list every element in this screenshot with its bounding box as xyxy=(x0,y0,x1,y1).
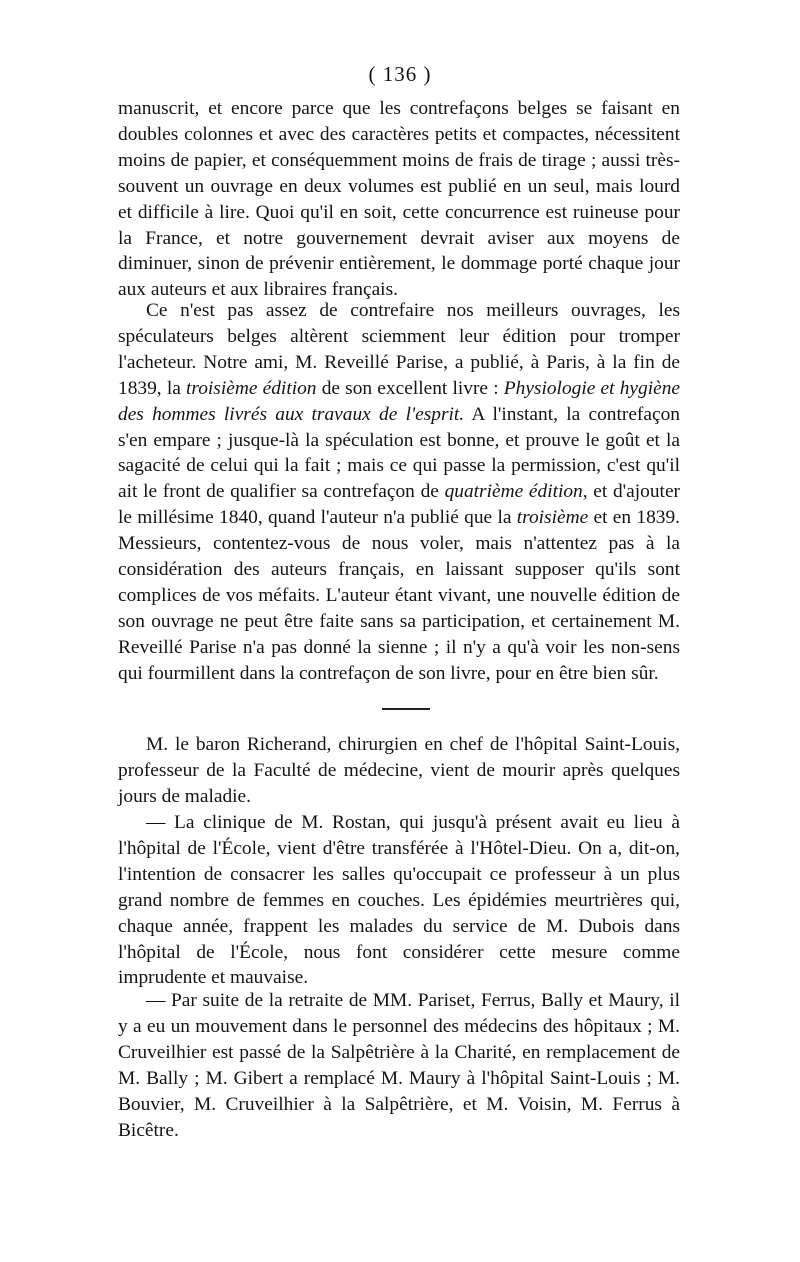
section-separator xyxy=(382,708,430,710)
italic-edition: troisième xyxy=(516,507,589,529)
paragraph-mouvement-personnel xyxy=(118,988,680,1143)
paragraph-text: manuscrit, et encore parce que les contrefaçons belges se faisant en doubles colonnes et avec des caractères petits et compactes, nécessitent moins de papier, et conséquemment moins de frais de tirage ; aussi très-souvent un ouvrage en deux volumes est publié en un seul, mais lourd et difficile à lire. Quoi qu'il en soit, cette concurrence est ruineuse pour la France, et notre gouvernement devrait aviser aux moyens de diminuer, sinon de prévenir entièrement, le dommage porté chaque jour aux auteurs et aux libraires français. xyxy=(118,98,680,301)
paragraph-contrefacons xyxy=(118,96,680,303)
page-number: ( 136 ) xyxy=(368,62,432,86)
paragraph-text: — La clinique de M. Rostan, qui jusqu'à présent avait eu lieu à l'hôpital de l'École, vient d'être transférée à l'Hôtel-Dieu. On a, dit-on, l'intention de consacrer les salles qu'occupait ce professeur à un plus grand nombre de femmes en couches. Les épidémies meurtrières qui, chaque année, frappent les malades du service de M. Dubois dans l'hôpital de l'École, nous font considérer cette mesure comme imprudente et mauvaise. xyxy=(118,812,680,989)
paragraph-clinique-rostan xyxy=(118,810,680,991)
paragraph-richerand xyxy=(118,732,680,810)
italic-book-title: Physiologie et hygiène des hommes livrés aux travaux de l'esprit. xyxy=(118,377,680,425)
text-segment: Ce n'est pas assez de contrefaire nos meilleurs ouvrages, les spéculateurs belges altèrent sciemment leur édition pour tromper l'acheteur. Notre ami, M. Reveillé Parise, a publié, à Paris, à la fin de 1839, la xyxy=(118,300,680,399)
text-segment: , et d'ajouter le millésime 1840, quand l'auteur n'a publié que la xyxy=(118,481,681,529)
italic-edition: quatrième édition xyxy=(444,481,583,503)
italic-title: troisième édition xyxy=(186,377,317,399)
paragraph-text: — Par suite de la retraite de MM. Pariset, Ferrus, Bally et Maury, il y a eu un mouvement dans le personnel des médecins des hôpitaux ; M. Cruveilhier est passé de la Salpêtrière à la Charité, en remplacement de M. Bally ; M. Gibert a remplacé M. Maury à l'hôpital Saint-Louis ; M. Bouvier, M. Cruveilhier à la Salpêtrière, et M. Voisin, M. Ferrus à Bicêtre. xyxy=(118,990,680,1141)
text-segment: de son excellent livre : xyxy=(316,377,504,399)
paragraph-text: M. le baron Richerand, chirurgien en chef de l'hôpital Saint-Louis, professeur de la Faculté de médecine, vient de mourir après quelques jours de maladie. xyxy=(118,734,680,807)
text-segment: A l'instant, la contrefaçon s'en empare ; jusque-là la spéculation est bonne, et prouve le goût et la sagacité de celui qui la fait ; mais ce qui passe la permission, c'est qu'il ait le front de qualifier sa contrefaçon de xyxy=(118,403,680,503)
paragraph-speculateurs-belges xyxy=(118,298,680,687)
text-segment: et en 1839. Messieurs, contentez-vous de nous voler, mais n'attentez pas à la considération des auteurs français, en laissant supposer qu'ils sont complices de vos méfaits. L'auteur étant vivant, une nouvelle édition de son ouvrage ne peut être faite sans sa participation, et certainement M. Reveillé Parise n'a pas donné la sienne ; il n'y a qu'à voir les non-sens qui fourmillent dans la contrefaçon de son livre, pour en être bien sûr. xyxy=(118,507,680,684)
